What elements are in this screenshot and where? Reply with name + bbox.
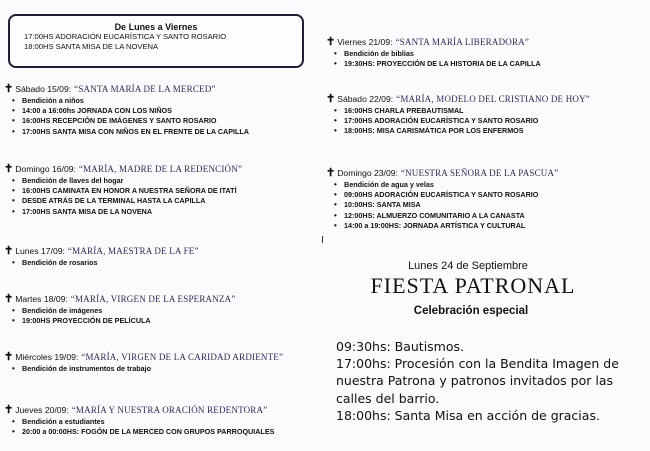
cross-icon: ✝ — [4, 293, 14, 305]
day-items — [4, 176, 242, 217]
fiesta-items — [336, 338, 638, 424]
day-header — [4, 352, 283, 362]
day-header — [4, 294, 236, 304]
day-item: • 16:00HS CAMINATA EN HONOR A NUESTRA SEÑORA DE ITATÍ — [12, 186, 242, 196]
day-item: • Bendición a niños — [12, 96, 249, 106]
cross-icon: ✝ — [326, 167, 336, 179]
cross-icon: ✝ — [326, 36, 336, 48]
day-item: • Bendición de biblias — [334, 49, 541, 59]
day-items — [326, 49, 541, 69]
day-theme: “MARÍA Y NUESTRA ORACIÓN REDENTORA” — [71, 405, 268, 415]
day-item: • 16:00HS CHARLA PREBAUTISMAL — [334, 106, 590, 116]
day-label: Miércoles 19/09: — [15, 352, 79, 362]
day-theme: “NUESTRA SEÑORA DE LA PASCUA” — [400, 168, 559, 178]
day-item: • 10:00HS: SANTA MISA — [334, 200, 558, 210]
weekday-line: 17:00HS ADORACIÓN EUCARÍSTICA Y SANTO ROSARIO — [24, 32, 227, 41]
day-item: • DESDE ATRÁS DE LA TERMINAL HASTA LA CAPILLA — [12, 196, 242, 206]
day-item: • Bendición de llaves del hogar — [12, 176, 242, 186]
cross-icon: ✝ — [4, 83, 14, 95]
day-block-wednesday-19 — [4, 352, 283, 374]
day-item: • Bendición de agua y velas — [334, 180, 558, 190]
day-item: • 19:30HS: PROYECCIÓN DE LA HISTORIA DE LA CAPILLA — [334, 59, 541, 69]
day-block-thursday-20 — [4, 405, 274, 437]
day-label: Domingo 16/09: — [15, 164, 76, 174]
day-item: • 17:00HS ADORACIÓN EUCARÍSTICA Y SANTO ROSARIO — [334, 116, 590, 126]
day-item: • 09:00HS ADORACIÓN EUCARÍSTICA Y SANTO ROSARIO — [334, 190, 558, 200]
day-header — [326, 94, 590, 104]
day-item: • 17:00HS SANTA MISA CON NIÑOS EN EL FRENTE DE LA CAPILLA — [12, 127, 249, 137]
day-header — [4, 246, 199, 256]
day-theme: “SANTA MARÍA LIBERADORA” — [395, 37, 530, 47]
fiesta-patronal-section — [318, 260, 638, 424]
day-theme: “MARÍA, VIRGEN DE LA ESPERANZA” — [70, 294, 236, 304]
day-items — [4, 258, 199, 268]
cross-icon: ✝ — [326, 93, 336, 105]
day-items — [4, 364, 283, 374]
day-item: • 12:00HS: ALMUERZO COMUNITARIO A LA CANASTA — [334, 211, 558, 221]
day-item: • 18:00HS: MISA CARISMÁTICA POR LOS ENFERMOS — [334, 126, 590, 136]
day-label: Viernes 21/09: — [337, 37, 393, 47]
day-theme: “SANTA MARÍA DE LA MERCED” — [74, 84, 216, 94]
weekday-box — [8, 14, 304, 68]
day-header — [4, 84, 249, 94]
day-label: Domingo 23/09: — [337, 168, 398, 178]
day-block-saturday-22 — [326, 94, 590, 137]
cross-icon: ✝ — [4, 404, 14, 416]
day-label: Sábado 22/09: — [337, 94, 394, 104]
day-theme: “MARÍA, MODELO DEL CRISTIANO DE HOY” — [396, 94, 590, 104]
day-item: • 14:00 a 19:00HS: JORNADA ARTÍSTICA Y CULTURAL — [334, 221, 558, 231]
fiesta-subtitle: Celebración especial — [413, 305, 529, 317]
day-block-tuesday-18 — [4, 294, 236, 326]
fiesta-date: Lunes 24 de Septiembre — [408, 260, 528, 272]
day-item: • Bendición de rosarios — [12, 258, 199, 268]
weekday-line: 18:00HS SANTA MISA DE LA NOVENA — [24, 42, 159, 51]
day-header — [4, 164, 242, 174]
day-items — [326, 106, 590, 137]
day-header — [326, 168, 558, 178]
fiesta-item: calles del barrio. — [336, 390, 440, 406]
day-label: Sábado 15/09: — [15, 84, 72, 94]
day-items — [4, 96, 249, 137]
day-items — [4, 306, 236, 326]
day-item: • Bendición a estudiantes — [12, 417, 274, 427]
day-header — [4, 405, 274, 415]
day-item: • Bendición de instrumentos de trabajo — [12, 364, 283, 374]
day-block-friday-21 — [326, 37, 541, 69]
day-block-sunday-16 — [4, 164, 242, 217]
day-theme: “MARÍA, MAESTRA DE LA FE” — [67, 246, 199, 256]
day-theme: “MARÍA, MADRE DE LA REDENCIÓN” — [78, 164, 243, 174]
day-theme: “MARÍA, VIRGEN DE LA CARIDAD ARDIENTE” — [81, 352, 284, 362]
day-block-sunday-23 — [326, 168, 558, 231]
divider-mark — [322, 236, 323, 243]
fiesta-item: 17:00hs: Procesión con la Bendita Imagen de — [336, 356, 619, 372]
day-items — [4, 417, 274, 437]
day-block-monday-17 — [4, 246, 199, 268]
day-item: • 20:00 a 00:00HS: FOGÓN DE LA MERCED CON GRUPOS PARROQUIALES — [12, 427, 274, 437]
day-items — [326, 180, 558, 231]
fiesta-item: nuestra Patrona y patronos invitados por las — [336, 373, 613, 389]
day-item: • 14:00 a 16:00hs JORNADA CON LOS NIÑOS — [12, 106, 249, 116]
fiesta-item: 18:00hs: Santa Misa en acción de gracias. — [336, 407, 600, 423]
cross-icon: ✝ — [4, 351, 14, 363]
cross-icon: ✝ — [4, 163, 14, 175]
day-label: Jueves 20/09: — [15, 405, 69, 415]
fiesta-item: 09:30hs: Bautismos. — [336, 339, 464, 354]
cross-icon: ✝ — [4, 245, 14, 257]
day-item: • Bendición de imágenes — [12, 306, 236, 316]
day-block-saturday-15 — [4, 84, 249, 137]
day-label: Lunes 17/09: — [15, 246, 65, 256]
day-item: • 16:00HS RECEPCIÓN DE IMÁGENES Y SANTO ROSARIO — [12, 116, 249, 126]
day-item: • 17:00HS SANTA MISA DE LA NOVENA — [12, 207, 242, 217]
day-label: Martes 18/09: — [15, 294, 68, 304]
weekday-box-title: De Lunes a Viernes — [114, 22, 198, 32]
day-header — [326, 37, 541, 47]
fiesta-title: FIESTA PATRONAL — [370, 273, 576, 298]
day-item: • 19:00HS PROYECCIÓN DE PELÍCULA — [12, 316, 236, 326]
